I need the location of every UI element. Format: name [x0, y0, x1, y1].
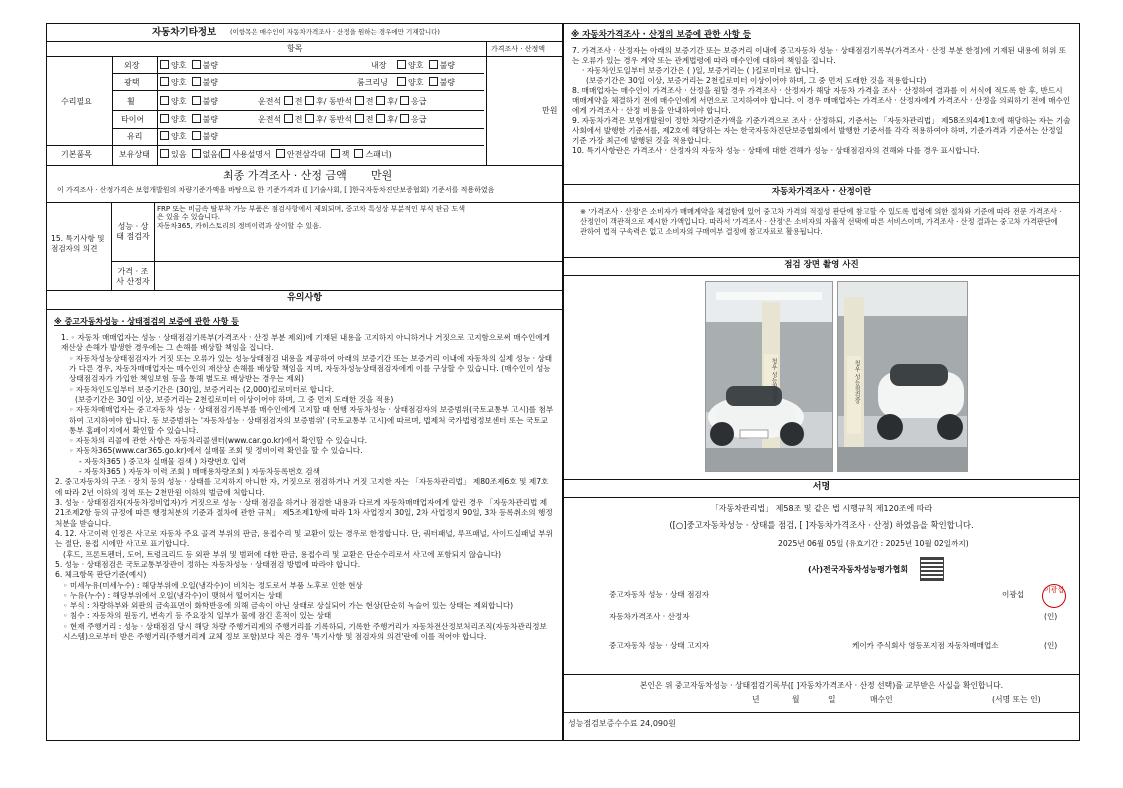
- tire-options: 양호 불량: [160, 114, 218, 125]
- gloss-good-checkbox[interactable]: [160, 77, 169, 86]
- other-info-header: [47, 42, 562, 56]
- wheel-passenger-front-checkbox[interactable]: [355, 96, 364, 105]
- row-interior-label: 내장: [371, 61, 387, 70]
- qr-code-icon: [920, 557, 944, 581]
- buyer-sign-mark: (서명 또는 인): [992, 695, 1041, 704]
- jack-checkbox[interactable]: [331, 149, 340, 158]
- basic-items-label: 기본품목: [61, 150, 92, 159]
- inspector-name: 이광섭: [1002, 590, 1025, 599]
- interior-good-checkbox[interactable]: [397, 60, 406, 69]
- signature-title: 서명: [812, 482, 831, 492]
- appraisal-box-title: 자동차가격조사 · 산정이란: [771, 187, 872, 197]
- spanner-checkbox[interactable]: [354, 149, 363, 158]
- inspection-sign-text: 청우 성능점검장: [853, 360, 860, 404]
- interior-options: 양호 불량: [397, 60, 455, 71]
- inspector-opinion-text: FRP 또는 비금속 탈부착 가능 부품은 점검사항에서 제외되며, 중고차 특성상 부분적인 부식 판금 도색은 있을 수 있습니다. 자동차365, 카히스토리의 정비이력과 상이할 수 있음.: [157, 205, 465, 230]
- notice-item: ◦ 누유(누수) : 해당부위에서 오일(냉각수)이 맺혀서 떨어지는 상태: [63, 590, 283, 600]
- col-price-header: 가격조사 · 산정액: [491, 45, 546, 53]
- row-gloss-label: 광택: [124, 78, 140, 87]
- glass-good-checkbox[interactable]: [160, 131, 169, 140]
- notice-item: ◦ 자동차인도일부터 보증기간은 (30)일, 보증거리는 (2,000)킬로미터로 합니다.: [69, 384, 335, 394]
- wheel-bad-checkbox[interactable]: [192, 96, 201, 105]
- wheel-good-checkbox[interactable]: [160, 96, 169, 105]
- inspector-label: 중고자동차 성능 · 상태 점검자: [609, 590, 710, 599]
- final-price-note: 이 가격조사 · 산정가격은 보험개발원의 차량기준가액을 바탕으로 한 기준가격과 ([ ]기술사회, [ ]한국자동차진단보증협회) 기준서를 적용하였음: [57, 186, 495, 194]
- tire-position-options: 운전석 전 후/ 동반석 전 후/ 응급: [258, 115, 427, 124]
- left-column: [46, 23, 563, 741]
- inspector-seal-icon: 이광섭: [1042, 584, 1066, 608]
- association-name: (사)전국자동차성능평가협회: [808, 565, 909, 574]
- room-options: 양호 불량: [397, 77, 455, 88]
- repair-needed-label: 수리필요: [61, 97, 92, 106]
- guarantee-heading: ※ 자동차가격조사 · 산정의 보증에 관한 사항 등: [571, 30, 752, 40]
- appraiser-opinion-label: 가격 · 조사 산정자: [116, 267, 150, 287]
- receipt-month: 월: [792, 695, 800, 704]
- row-room-label: 룸크리닝: [357, 78, 388, 87]
- notifier-name: 케이카 주식회사 영등포지점 자동차매매업소: [852, 641, 999, 650]
- receipt-year: 년: [752, 695, 760, 704]
- notice-item: (후드, 프론트펜더, 도어, 트렁크리드 등 외판 부위 및 범퍼에 대한 판금, 용접수리 및 교환은 단순수리로서 사고에 포함되지 않습니다): [63, 549, 502, 559]
- final-price-title: 최종 가격조사 · 산정 금액: [223, 169, 347, 182]
- guarantee-list: [572, 46, 1071, 156]
- receipt-statement: 본인은 위 중고자동차성능 · 상태점검기록부([ ]자동차가격조사 · 산정 선택)를 교부받은 사실을 확인합니다.: [639, 681, 1004, 690]
- notice-item: 2. 중고자동차의 구조 · 장치 등의 성능 · 상태를 고지하지 아니한 자, 거짓으로 점검하거나 거짓 고지한 자는 「자동차관리법」 제80조제6호 및 제7호에 따라 2년 이하의 징역 또는 2천만원 이하의 벌금에 처합니다.: [55, 477, 549, 497]
- tire-good-checkbox[interactable]: [160, 114, 169, 123]
- exterior-good-checkbox[interactable]: [160, 60, 169, 69]
- buyer-label: 매수인: [870, 695, 893, 704]
- guarantee-item: (보증기간은 30일 이상, 보증거리는 2천킬로미터 이상이어야 하며, 그 중 먼저 도래한 것을 적용합니다): [586, 76, 927, 86]
- row-exterior-label: 외장: [124, 61, 140, 70]
- notice-item: - 자동차365 ) 자동차 이력 조회 ) 매매용차량조회 ) 자동차등록번호 검색: [79, 467, 320, 477]
- notifier-seal-mark: (인): [1044, 641, 1058, 650]
- inspection-photo-rear: [837, 281, 968, 472]
- other-info-title-row: [47, 24, 562, 41]
- exterior-bad-checkbox[interactable]: [192, 60, 201, 69]
- notice-item: 4. 12. 사고이력 인정은 사고로 자동차 주요 골격 부위의 판금, 용접수리 및 교환이 있는 경우로 한정합니다. 단, 쿼터패널, 루프패널, 사이드실패널 부위는 절단, 용접 시에만 사고로 표기합니다.: [55, 528, 553, 549]
- gloss-options: 양호 불량: [160, 77, 218, 88]
- notice-item: ◦ 자동차의 리콜에 관한 사항은 자동차리콜센터(www.car.go.kr)에서 확인할 수 있습니다.: [69, 436, 368, 446]
- signature-law-line: 「자동차관리법」 제58조 및 같은 법 시행규칙 제120조에 따라: [710, 504, 933, 513]
- manual-checkbox[interactable]: [221, 149, 230, 158]
- triangle-checkbox[interactable]: [276, 149, 285, 158]
- tire-passenger-rear-checkbox[interactable]: [376, 114, 385, 123]
- guarantee-item: · 자동차인도일부터 보증기간은 ( )일, 보증거리는 ( )킬로미터로 합니다.: [582, 66, 819, 76]
- appraiser-label: 자동차가격조사 · 산정자: [609, 612, 690, 621]
- notice-item: ◦ 침수 : 자동차의 원동기, 변속기 등 주요장치 일부가 물에 잠긴 흔적이 있는 상태: [63, 611, 332, 621]
- notice-heading: ※ 중고자동차성능 · 상태점검의 보증에 관한 사항 등: [54, 317, 239, 326]
- appraiser-seal-mark: (인): [1044, 612, 1058, 621]
- notice-item: ◦ 자동차365(www.car365.go.kr)에서 실매물 조회 및 정비이력 확인을 할 수 있습니다.: [69, 446, 363, 456]
- notice-item: 3. 성능 · 상태점검자(자동차정비업자)가 거짓으로 성능 · 상태 점검을 하거나 점검한 내용과 다르게 자동차매매업자에게 알린 경우 「자동차관리법 제21조제2항 등의 규정에 따른 행정처분의 기준과 절차에 관한 규칙」 제5조제1항에 따라 1차 사업정지 30일, 2차 사업정지 90일, 3차 등록취소의 행정처분을 받습니다.: [55, 498, 553, 528]
- notice-item: ◦ 자동차매매업자는 중고자동차 성능 · 상태점검기록부를 매수인에게 고지할 때 현행 자동차성능 · 상태점검자의 보증범위(국토교통부 고시)를 첨부하여 고지하여야 합니다. 동 보증범위는 '자동차성능 · 상태점검자의 보증범위' (국토교통부 고시)에 따르며, 법제처 국가법령정보센터 또는 국토교통부 홈페이지에서 확인할 수 있습니다.: [69, 405, 554, 435]
- notice-item: 6. 체크항목 판단기준(예시): [55, 570, 147, 580]
- wheel-passenger-rear-checkbox[interactable]: [376, 96, 385, 105]
- other-info-title: 자동차기타정보: [152, 27, 217, 38]
- row-glass-label: 유리: [127, 132, 143, 141]
- inspection-sign-text: 청우 성능점검장: [770, 358, 777, 402]
- tire-driver-rear-checkbox[interactable]: [305, 114, 314, 123]
- row-wheel-label: 휠: [127, 97, 135, 106]
- guarantee-item: 10. 특기사항란은 가격조사 · 산정자의 자동차 성능 · 상태에 대한 견해가 성능 · 상태점검자의 견해와 다를 경우 표시합니다.: [572, 146, 980, 156]
- appraisal-box-text: ※ '가격조사 · 산정'은 소비자가 매매계약을 체결함에 있어 중고차 가격의 적절성 판단에 참고할 수 있도록 법령에 의한 절차와 기준에 따라 전문 가격조사 · 산정인이 객관적으로 제시한 가액입니다. 따라서 '가격조사 · 산정'은 소비자의 자율적 선택에 따른 서비스이며, 가격조사 · 산정 결과는 중고차 가격판단에 관하여 법적 구속력은 없고 소비자의 구매여부 결정에 참고자료로 활용됩니다.: [580, 207, 1062, 237]
- guarantee-fee: 성능점검보증수수료 24,090원: [568, 719, 676, 728]
- room-bad-checkbox[interactable]: [429, 77, 438, 86]
- notice-item: ◦ 현재 주행거리 : 성능 · 상태점검 당시 해당 차량 주행거리계의 주행거리를 기록하되, 기록한 주행거리가 자동차전산정보처리조직(자동차관리정보시스템)으로부터 받은 주행거리(주행거리계 교체 정보 포함)보다 적은 경우 '특기사항 및 점검자의 의견'란에 이를 적어야 합니다.: [63, 621, 547, 642]
- notice-item: 1. ◦ 자동차 매매업자는 성능 · 상태점검기록부(가격조사 · 산정 부분 제외)에 기재된 내용을 고지하지 아니하거나 거짓으로 고지함으로써 매수인에게 재산상 손해가 발생한 경우에는 그 손해를 배상할 책임을 집니다.: [61, 333, 550, 353]
- glass-options: 양호 불량: [160, 131, 218, 142]
- wheel-position-options: 운전석 전 후/ 동반석 전 후/ 응급: [258, 97, 427, 106]
- notice-item: (보증기간은 30일 이상, 보증거리는 2천킬로미터 이상이어야 하며, 그 중 먼저 도래한 것을 적용): [75, 394, 394, 404]
- inspection-photo-front: [705, 281, 833, 472]
- notice-item: ◦ 자동차성능상태점검자가 거짓 또는 오류가 있는 성능상태점검 내용을 제공하여 아래의 보증기간 또는 보증거리 이내에 자동차의 실제 성능 · 상태가 다른 경우, 자동차매매업자는 매수인의 재산상 손해를 배상할 책임을 지며, 자동차성능상태점검자에게 이를 구상할 수 있습니다. (매수인이 성능상태점검자가 가입한 책임보험 등을 통해 별도로 배상받는 경우는 제외): [69, 353, 553, 384]
- guarantee-item: 7. 가격조사 · 산정자는 아래의 보증기간 또는 보증거리 이내에 중고자동차 성능 · 상태점검기록부(가격조사 · 산정 부분 한정)에 기재된 내용에 허위 또는 오류가 있는 경우 계약 또는 관계법령에 따라 매수인에 대하여 책임을 집니다.: [572, 46, 1067, 66]
- col-item-header: 항목: [287, 44, 303, 53]
- exterior-options: 양호 불량: [160, 60, 218, 71]
- wheel-driver-rear-checkbox[interactable]: [305, 96, 314, 105]
- notice-item: ◦ 부식 : 차량하부와 외판의 금속표면이 화학반응에 의해 금속이 아닌 상태로 상실되어 가는 현상(단순히 녹슬어 있는 상태는 제외합니다): [63, 601, 514, 611]
- special-notes-label: 15. 특기사항 및 점검자의 의견: [51, 234, 105, 253]
- tire-emergency-checkbox[interactable]: [400, 114, 409, 123]
- signature-confirm-line: ([○]중고자동차성능 · 상태를 점검, [ ]자동차가격조사 · 산정) 하였음을 확인합니다.: [669, 520, 974, 530]
- photo-section-title: 점검 장면 촬영 사진: [784, 260, 859, 270]
- tire-driver-front-checkbox[interactable]: [284, 114, 293, 123]
- final-price-unit: 만원: [371, 169, 393, 182]
- glass-bad-checkbox[interactable]: [192, 131, 201, 140]
- basic-status-label: 보유상태: [119, 150, 150, 159]
- notice-item: - 자동차365 ) 중고차 실매물 검색 ) 차량번호 입력: [79, 456, 247, 466]
- right-column: [563, 23, 1080, 741]
- basic-items-options: 있음 없음( 사용설명서 안전삼각대 잭 스패너): [160, 149, 392, 160]
- room-good-checkbox[interactable]: [397, 77, 406, 86]
- wheel-driver-front-checkbox[interactable]: [284, 96, 293, 105]
- notice-item: ◦ 미세누유(미세누수) : 해당부위에 오일(냉각수)이 비치는 정도로서 부품 노후로 인한 현상: [63, 580, 363, 590]
- wheel-emergency-checkbox[interactable]: [400, 96, 409, 105]
- notice-title: 유의사항: [287, 293, 322, 303]
- price-unit: 만원: [542, 106, 558, 115]
- wheel-options: 양호 불량: [160, 96, 218, 107]
- guarantee-item: 9. 자동차가격은 보험개발원이 정한 차량기준가액을 기준가격으로 조사 · 산정하되, 기준서는 「자동차관리법」 제58조의4제1호에 해당하는 자는 기술사회에서 발행한 기준서를, 제2호에 해당하는 자는 한국자동차진단보증협회에서 발행한 기준서를 각각 적용하여야 하며, 기준가격과 기준서는 산정일 기준 가장 최근에 발행된 것을 적용합니다.: [572, 116, 1071, 146]
- signature-date: 2025년 06월 05일 (유효기간 : 2025년 10월 02일까지): [778, 539, 969, 548]
- notice-item: 5. 성능 · 상태점검은 국토교통부장관이 정하는 자동차성능 · 상태점검 방법에 따라야 합니다.: [55, 559, 361, 569]
- notice-list: [55, 333, 554, 642]
- gloss-bad-checkbox[interactable]: [192, 77, 201, 86]
- basic-has-checkbox[interactable]: [160, 149, 169, 158]
- row-tire-label: 타이어: [121, 115, 145, 124]
- guarantee-item: 8. 매매업자는 매수인이 가격조사 · 산정을 원할 경우 가격조사 · 산정자가 해당 자동차 가격을 조사 · 산정하여 결과를 이 서식에 적도록 한 후, 반드시 매매계약을 체결하기 전에 매수인에게 서면으로 고지하여야 합니다. 이 경우 매매업자는 가격조사 · 산정자에게 가격조사 · 산정을 의뢰하기 전에 매수인에게 가격조사 · 산정 비용을 안내하여야 합니다.: [572, 86, 1071, 116]
- receipt-day: 일: [828, 695, 836, 704]
- other-info-subtitle: (이항목은 매수인이 자동차가격조사 · 산정을 원하는 경우에만 기재합니다): [230, 28, 440, 36]
- basic-none-checkbox[interactable]: [192, 149, 201, 158]
- tire-passenger-front-checkbox[interactable]: [355, 114, 364, 123]
- inspector-opinion-label: 성능 · 상태 점검자: [116, 222, 150, 242]
- tire-bad-checkbox[interactable]: [192, 114, 201, 123]
- notifier-label: 중고자동차 성능 · 상태 고지자: [609, 641, 710, 650]
- interior-bad-checkbox[interactable]: [429, 60, 438, 69]
